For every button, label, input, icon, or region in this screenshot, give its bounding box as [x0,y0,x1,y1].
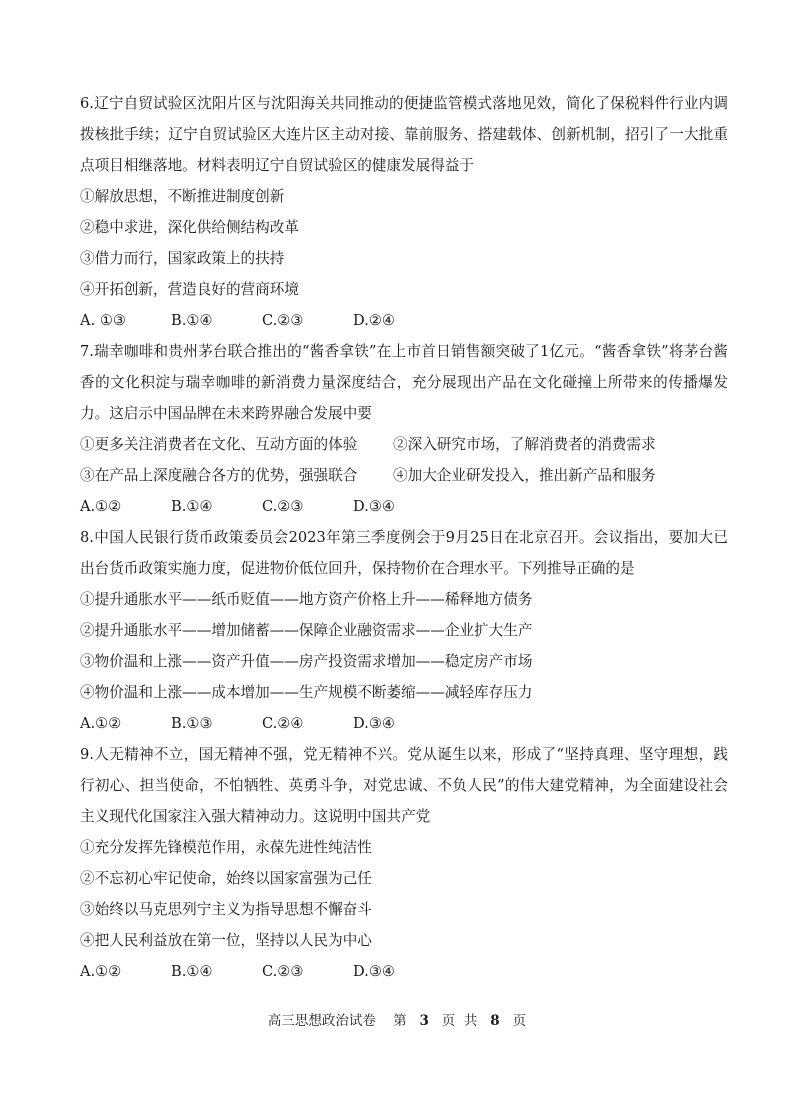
option-4: ④把人民利益放在第一位，坚持以人民为中心 [80,932,372,949]
option-2: ②提升通胀水平——增加储蓄——保障企业融资需求——企业扩大生产 [80,622,533,639]
answer-a: A.①② [80,498,122,515]
answer-b: B.①③ [171,715,213,732]
option-row [80,429,728,460]
answer-choices [80,956,728,987]
option-4: ④开拓创新，营造良好的营商环境 [80,281,299,298]
exam-title: 高三思想政治试卷 [267,1013,376,1029]
page-current: 3 [419,1013,429,1029]
page-footer [0,1011,794,1031]
answer-a: A.①② [80,715,122,732]
answer-choices [80,305,728,336]
answer-d: D.③④ [353,715,395,732]
question-7 [80,336,728,522]
question-stem: 8.中国人民银行货币政策委员会2023年第三季度例会于9月25日在北京召开。会议指出，要加大已出台货币政策实施力度，促进物价低位回升，保持物价在合理水平。下列推导正确的是 [80,529,728,577]
option-3: ③物价温和上涨——资产升值——房产投资需求增加——稳定房产市场 [80,653,533,670]
option-3: ③在产品上深度融合各方的优势，强强联合 [80,467,358,484]
answer-d: D.③④ [353,963,395,980]
answer-b: B.①④ [171,312,213,329]
exam-content [80,88,728,987]
option-4: ④物价温和上涨——成本增加——生产规模不断萎缩——减轻库存压力 [80,684,533,701]
option-1: ①更多关注消费者在文化、互动方面的体验 [80,436,358,453]
option-3: ③始终以马克思列宁主义为指导思想不懈奋斗 [80,901,372,918]
answer-c: C.②④ [262,715,304,732]
option-3: ③借力而行，国家政策上的扶持 [80,250,285,267]
answer-b: B.①④ [171,963,213,980]
option-1: ①解放思想，不断推进制度创新 [80,188,285,205]
answer-a: A.①② [80,963,122,980]
option-1: ①充分发挥先锋模范作用，永葆先进性纯洁性 [80,839,372,856]
answer-choices [80,708,728,739]
answer-b: B.①④ [171,498,213,515]
page-total: 8 [490,1013,500,1029]
question-9 [80,739,728,987]
option-2: ②不忘初心牢记使命，始终以国家富强为己任 [80,870,372,887]
option-2: ②稳中求进，深化供给侧结构改革 [80,219,299,236]
question-stem: 7.瑞幸咖啡和贵州茅台联合推出的“酱香拿铁”在上市首日销售额突破了1亿元。“酱香拿铁”将茅台酱香的文化积淀与瑞幸咖啡的新消费力量深度结合，充分展现出产品在文化碰撞上所带来的传播爆发力。这启示中国品牌在未来跨界融合发展中要 [80,343,728,422]
answer-d: D.②④ [353,312,395,329]
page-suffix: 页 [512,1013,527,1029]
question-stem: 9.人无精神不立，国无精神不强，党无精神不兴。党从诞生以来，形成了“坚持真理、坚守理想，践行初心、担当使命，不怕牺牲、英勇斗争，对党忠诚、不负人民”的伟大建党精神，为全面建设社会主义现代化国家注入强大精神动力。这说明中国共产党 [80,746,728,825]
option-2: ②深入研究市场，了解消费者的消费需求 [393,436,656,453]
page-mid: 页 共 [441,1013,478,1029]
option-row [80,460,728,491]
answer-choices [80,491,728,522]
answer-c: C.②③ [262,312,304,329]
question-8 [80,522,728,739]
page-prefix: 第 [393,1013,407,1029]
answer-c: C.②③ [262,498,304,515]
answer-d: D.③④ [353,498,395,515]
option-1: ①提升通胀水平——纸币贬值——地方资产价格上升——稀释地方债务 [80,591,533,608]
question-6 [80,88,728,336]
option-4: ④加大企业研发投入，推出新产品和服务 [393,467,656,484]
answer-a: A. ①③ [80,312,126,329]
question-stem: 6.辽宁自贸试验区沈阳片区与沈阳海关共同推动的便捷监管模式落地见效，简化了保税料件行业内调拨核批手续；辽宁自贸试验区大连片区主动对接、靠前服务、搭建载体、创新机制，招引了一大批重点项目相继落地。材料表明辽宁自贸试验区的健康发展得益于 [80,95,728,174]
answer-c: C.②③ [262,963,304,980]
